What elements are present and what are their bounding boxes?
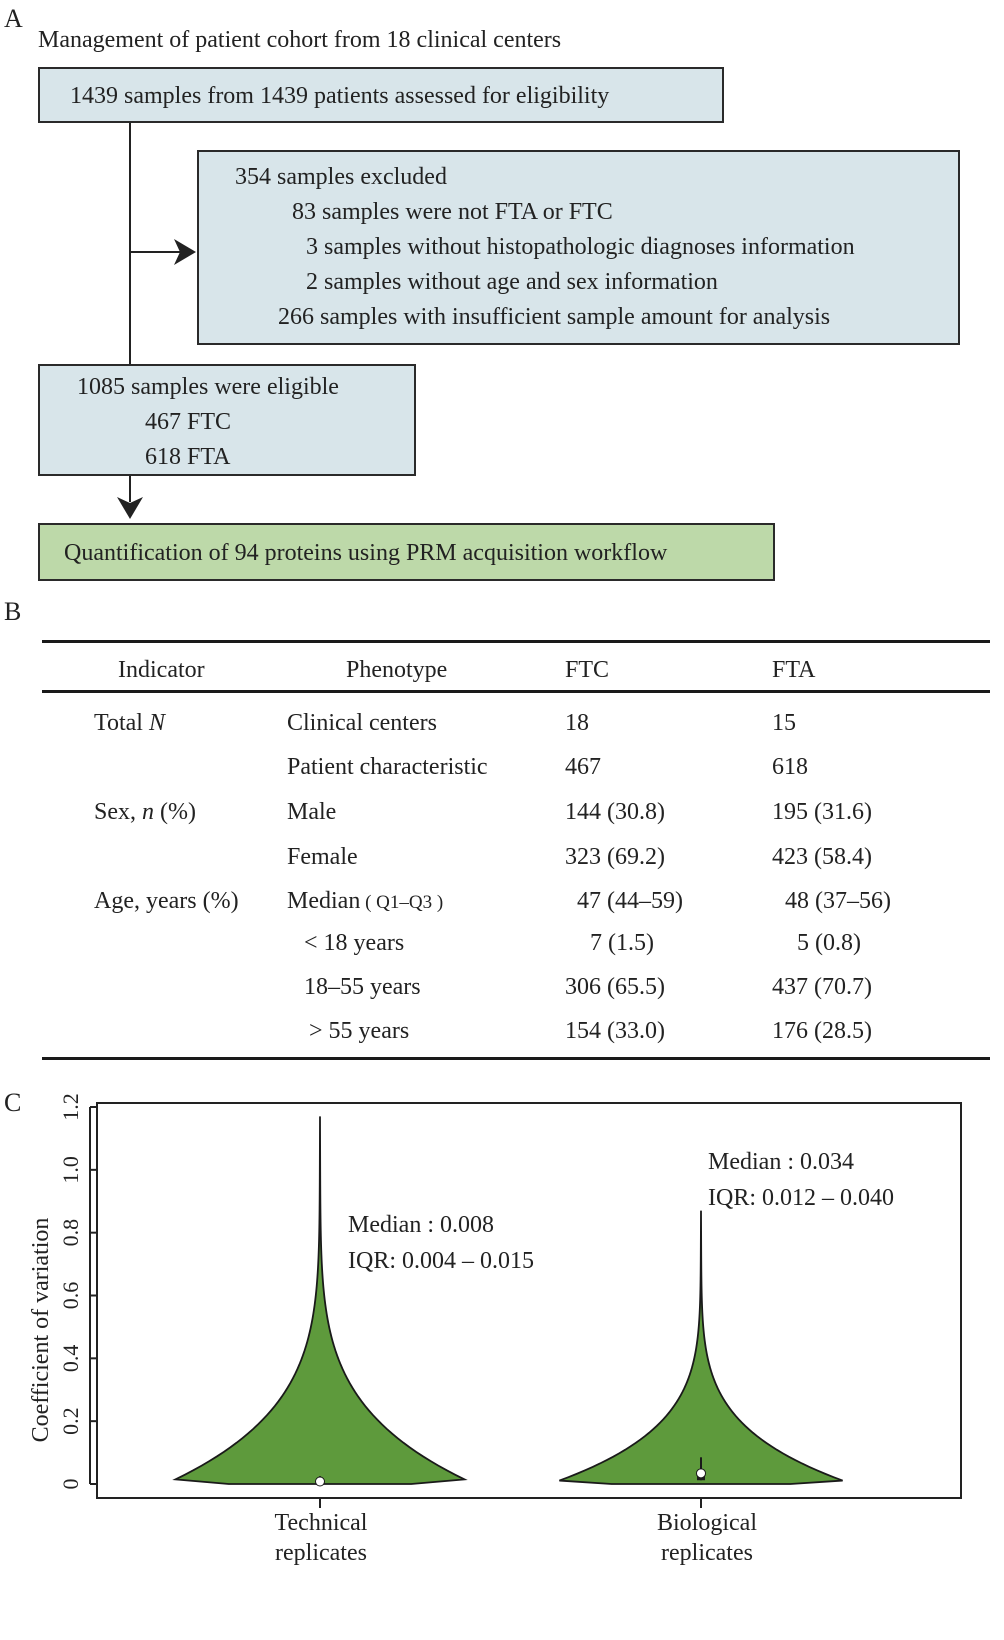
table-row-4-ftc: 47 (44–59) <box>577 888 683 914</box>
x-label-biological-line1: Biological <box>657 1510 757 1536</box>
excluded-reason-2: 3 samples without histopathologic diagnoses information <box>306 234 855 260</box>
x-label-technical-line1: Technical <box>274 1510 368 1536</box>
y-tick-label: 0.6 <box>58 1281 83 1310</box>
eligible-ftc: 467 FTC <box>145 409 232 435</box>
table-bottom-rule <box>42 1057 990 1060</box>
eligible-fta: 618 FTA <box>145 444 231 470</box>
table-top-rule <box>42 640 990 643</box>
flowchart-title: Management of patient cohort from 18 clinical centers <box>38 27 562 53</box>
y-tick-label: 0.2 <box>58 1407 83 1435</box>
table-row-0-fta: 15 <box>772 710 796 736</box>
y-tick-label: 1.2 <box>58 1093 83 1121</box>
technical-stats-annotation <box>348 1212 534 1274</box>
table-row-4-phenotype: Median ( Q1–Q3 ) <box>287 888 444 914</box>
excluded-header: 354 samples excluded <box>235 164 447 190</box>
technical-iqr-text: IQR: 0.004 – 0.015 <box>348 1248 534 1274</box>
table-row-2-indicator: Sex, n (%) <box>94 799 196 825</box>
y-tick-label: 0.8 <box>58 1218 83 1247</box>
table-row-3-fta: 423 (58.4) <box>772 844 872 870</box>
y-tick-label: 1.0 <box>58 1156 83 1184</box>
median-point <box>697 1469 706 1478</box>
table-header-rule <box>42 690 990 693</box>
header-indicator: Indicator <box>118 657 205 683</box>
table-row-6-ftc: 306 (65.5) <box>565 974 665 1000</box>
table-row-7-fta: 176 (28.5) <box>772 1018 872 1044</box>
panel-a-label: A <box>4 4 23 33</box>
table-row-5-fta: 5 (0.8) <box>797 930 861 956</box>
header-fta: FTA <box>772 657 816 683</box>
table-row-2-ftc: 144 (30.8) <box>565 799 665 825</box>
violin-technical <box>176 1116 465 1484</box>
table-row-3-ftc: 323 (69.2) <box>565 844 665 870</box>
flow-connector-main <box>129 123 131 364</box>
quantification-text: Quantification of 94 proteins using PRM acquisition workflow <box>64 540 668 566</box>
table-row-1-fta: 618 <box>772 754 808 780</box>
table-row-5-ftc: 7 (1.5) <box>590 930 654 956</box>
x-axis <box>275 1498 758 1566</box>
table-row-2-fta: 195 (31.6) <box>772 799 872 825</box>
header-phenotype: Phenotype <box>346 657 448 683</box>
assessed-text: 1439 samples from 1439 patients assessed for eligibility <box>70 83 610 109</box>
table-row-2-phenotype: Male <box>287 799 337 825</box>
excluded-reason-3: 2 samples without age and sex information <box>306 269 718 295</box>
y-tick-label: 0.4 <box>58 1344 83 1373</box>
table-row-0-phenotype: Clinical centers <box>287 710 437 736</box>
table-row-6-fta: 437 (70.7) <box>772 974 872 1000</box>
table-row-4-fta: 48 (37–56) <box>785 888 891 914</box>
eligible-box <box>38 364 416 476</box>
panel-c-label: C <box>4 1088 22 1117</box>
panel-b-label: B <box>4 597 22 626</box>
table-row-1-ftc: 467 <box>565 754 601 780</box>
table-row-5-phenotype: < 18 years <box>304 930 405 956</box>
table-row-4-indicator: Age, years (%) <box>94 888 239 914</box>
header-ftc: FTC <box>565 657 610 683</box>
arrow-down-icon <box>117 497 143 521</box>
table-row-0-indicator: Total N <box>94 710 165 736</box>
violin-chart <box>0 1085 1004 1640</box>
table-row-7-phenotype: > 55 years <box>309 1018 410 1044</box>
biological-median-text: Median : 0.034 <box>708 1149 854 1175</box>
table-row-6-phenotype: 18–55 years <box>304 974 421 1000</box>
violin-biological <box>559 1211 842 1484</box>
y-axis <box>58 1093 97 1489</box>
y-axis-label: Coefficient of variation <box>28 1217 54 1443</box>
biological-stats-annotation <box>708 1149 894 1211</box>
arrow-right-icon <box>174 239 198 265</box>
y-tick-label: 0 <box>58 1478 83 1490</box>
x-label-technical-line2: replicates <box>275 1540 367 1566</box>
table-row-3-phenotype: Female <box>287 844 358 870</box>
quantification-box <box>38 523 775 581</box>
eligible-header: 1085 samples were eligible <box>77 374 339 400</box>
excluded-reason-4: 266 samples with insufficient sample amount for analysis <box>278 304 831 330</box>
excluded-box <box>197 150 960 345</box>
biological-iqr-text: IQR: 0.012 – 0.040 <box>708 1185 894 1211</box>
median-point <box>316 1477 325 1486</box>
assessed-box <box>38 67 724 123</box>
excluded-reason-1: 83 samples were not FTA or FTC <box>292 199 613 225</box>
technical-median-text: Median : 0.008 <box>348 1212 494 1238</box>
x-label-biological-line2: replicates <box>661 1540 753 1566</box>
table-row-1-phenotype: Patient characteristic <box>287 754 488 780</box>
table-row-7-ftc: 154 (33.0) <box>565 1018 665 1044</box>
table-row-0-ftc: 18 <box>565 710 589 736</box>
